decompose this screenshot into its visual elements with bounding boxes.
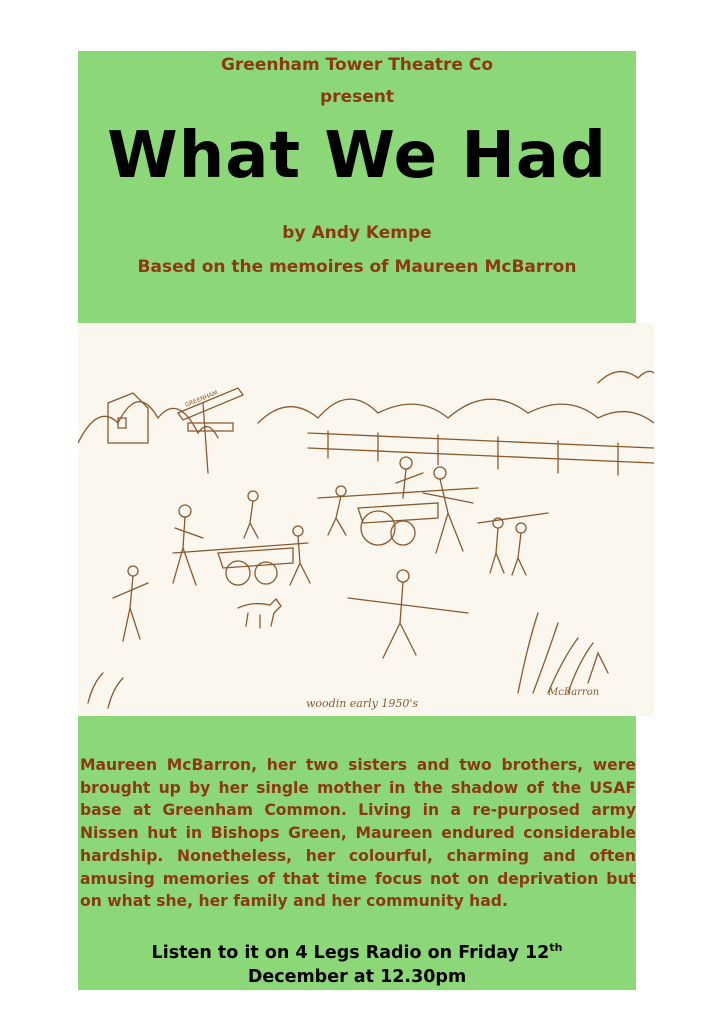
figure (328, 486, 346, 535)
figure (173, 505, 203, 585)
figure (423, 467, 473, 553)
broadcast-info (78, 936, 636, 989)
broadcast-line-1: Listen to it on 4 Legs Radio on Friday 12 (151, 942, 550, 963)
sketch-illustration (78, 323, 654, 716)
grass (518, 613, 608, 693)
cart-wheel (226, 561, 250, 585)
figure (512, 523, 526, 575)
date-suffix: th (549, 941, 563, 954)
company-name: Greenham Tower Theatre Co (220, 55, 494, 75)
header-panel (78, 51, 636, 323)
based-on-line: Based on the memoires of Maureen McBarron (137, 257, 577, 277)
cart-wood (318, 488, 478, 523)
sketch-caption: woodin early 1950's (306, 697, 419, 710)
broadcast-line-2: December at 12.30pm (247, 966, 467, 987)
cottage (108, 393, 148, 443)
cart-wheel (361, 511, 395, 545)
figure (478, 513, 548, 573)
synopsis-text: Maureen McBarron, her two sisters and two brothers, were brought up by her single mother in the shadow of the USAF base at Greenham Common. Living in a re-purposed army Nissen hut in Bishops Green, Maureen endured considerable hardship. Nonetheless, her colourful, charming and often amusing memories of that time focus not on deprivation but on what she, her family and her community had. (80, 756, 636, 911)
cart-wood (173, 543, 308, 568)
sketch-drawing (78, 323, 654, 716)
figure (244, 491, 258, 538)
treeline (258, 399, 654, 423)
play-title: What We Had (107, 119, 607, 193)
figure (348, 570, 468, 658)
artist-signature: McBarron (548, 687, 600, 698)
fence-posts (328, 431, 618, 475)
figure (113, 566, 148, 641)
info-panel (78, 716, 636, 990)
tree-top-right (598, 371, 654, 383)
fence-wires (308, 433, 654, 463)
author-line: by Andy Kempe (282, 223, 432, 243)
present-text: present (320, 87, 394, 107)
signpost-label: GREENHAM (184, 389, 219, 409)
dog (238, 599, 281, 628)
grass-left (88, 673, 123, 708)
